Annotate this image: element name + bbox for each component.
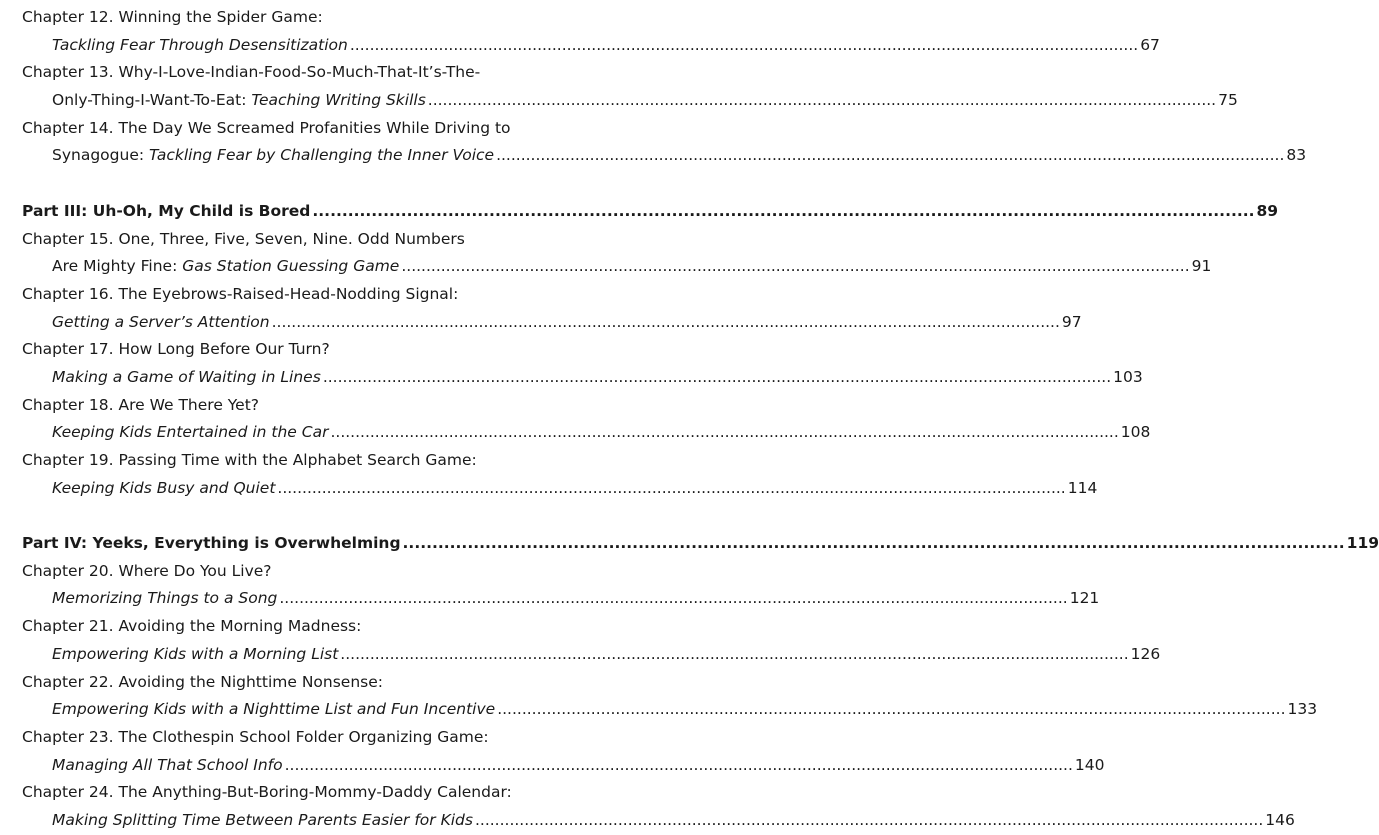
toc-subtitle-line: [22, 475, 1098, 503]
toc-chapter-title: [22, 558, 504, 586]
page-number: 133: [1287, 700, 1318, 719]
toc-chapter-title: [22, 336, 504, 364]
page-number: 103: [1113, 367, 1143, 386]
subtitle-text: [52, 364, 321, 392]
toc-chapter-title: [22, 447, 504, 475]
subtitle-text: [52, 807, 473, 835]
toc-part-heading: [22, 530, 1379, 558]
toc-chapter-title: [22, 392, 504, 420]
toc-subtitle-line: [22, 807, 1295, 835]
toc-chapter-title: [22, 669, 504, 697]
dot-leader: [312, 198, 1254, 226]
subtitle-italic: Empowering Kids with a Morning List: [52, 644, 339, 663]
page-number: 119: [1346, 534, 1379, 553]
toc-chapter-title: [22, 115, 511, 143]
page-number: 114: [1067, 478, 1098, 497]
part-label: Part III: Uh-Oh, My Child is Bored: [22, 201, 311, 220]
dot-leader: [340, 641, 1128, 669]
page-number: 97: [1061, 312, 1082, 331]
subtitle-text: [52, 752, 283, 780]
toc-chapter-title: [22, 779, 512, 807]
subtitle-text: [52, 87, 426, 115]
toc-subtitle-line: [22, 419, 1151, 447]
toc-chapter-title: [22, 4, 504, 32]
chapter-label: Chapter 17. How Long Before Our Turn?: [22, 340, 330, 359]
subtitle-italic: Keeping Kids Entertained in the Car: [52, 423, 329, 442]
toc-subtitle-line: [22, 752, 1105, 780]
toc-subtitle-line: [22, 641, 1161, 669]
subtitle-text: [52, 696, 495, 724]
page-number: 140: [1074, 755, 1105, 774]
toc-chapter-title: [22, 613, 504, 641]
chapter-label: Chapter 18. Are We There Yet?: [22, 395, 260, 414]
dot-leader: [350, 32, 1138, 60]
subtitle-italic: Teaching Writing Skills: [251, 91, 426, 110]
toc-subtitle-line: [22, 32, 1160, 60]
page-number: 126: [1130, 644, 1161, 663]
toc-chapter-title: [22, 59, 504, 87]
subtitle-italic: Managing All That School Info: [52, 755, 283, 774]
toc-subtitle-line: [22, 142, 1307, 170]
dot-leader: [285, 752, 1073, 780]
chapter-label: Chapter 24. The Anything-But-Boring-Mommy-Daddy Calendar:: [22, 783, 512, 802]
chapter-label: Chapter 21. Avoiding the Morning Madness:: [22, 617, 362, 636]
subtitle-text: [52, 419, 328, 447]
subtitle-italic: Gas Station Guessing Game: [182, 257, 400, 276]
subtitle-italic: Making Splitting Time Between Parents Easier for Kids: [52, 810, 473, 829]
dot-leader: [330, 419, 1118, 447]
page-number: 108: [1120, 423, 1151, 442]
chapter-label: Chapter 22. Avoiding the Nighttime Nonsense:: [22, 672, 383, 691]
page-number: 75: [1218, 91, 1238, 110]
section-spacer: [22, 170, 504, 198]
subtitle-italic: Tackling Fear Through Desensitization: [52, 35, 348, 54]
toc-subtitle-line: [22, 87, 1238, 115]
subtitle-text: [52, 585, 277, 613]
toc-chapter-title: [22, 226, 504, 254]
subtitle-italic: Tackling Fear by Challenging the Inner Voice: [149, 146, 495, 165]
toc-subtitle-line: [22, 585, 1100, 613]
chapter-label: Chapter 13. Why-I-Love-Indian-Food-So-Much-That-It’s-The-: [22, 63, 481, 82]
subtitle-text: [52, 475, 275, 503]
chapter-label: Chapter 15. One, Three, Five, Seven, Nine. Odd Numbers: [22, 229, 465, 248]
subtitle-text: [52, 142, 494, 170]
dot-leader: [496, 142, 1284, 170]
page-number: 91: [1191, 257, 1212, 276]
chapter-label: Chapter 20. Where Do You Live?: [22, 561, 272, 580]
page-number: 121: [1069, 589, 1100, 608]
subtitle-text: [52, 253, 399, 281]
dot-leader: [497, 696, 1285, 724]
dot-leader: [428, 87, 1216, 115]
subtitle-text: [52, 309, 270, 337]
toc-subtitle-line: [22, 364, 1143, 392]
dot-leader: [323, 364, 1111, 392]
dot-leader: [277, 475, 1065, 503]
subtitle-lead: Synagogue:: [52, 146, 150, 165]
subtitle-text: [52, 32, 348, 60]
chapter-label: Chapter 12. Winning the Spider Game:: [22, 8, 323, 26]
chapter-label: Chapter 19. Passing Time with the Alphabet Search Game:: [22, 451, 477, 469]
part-label: Part IV: Yeeks, Everything is Overwhelming: [22, 534, 401, 553]
subtitle-italic: Empowering Kids with a Nighttime List and Fun Incentive: [52, 700, 496, 719]
subtitle-italic: Getting a Server’s Attention: [52, 312, 270, 331]
table-of-contents: [22, 4, 1379, 835]
chapter-label: Chapter 23. The Clothespin School Folder Organizing Game:: [22, 727, 489, 746]
subtitle-italic: Making a Game of Waiting in Lines: [52, 367, 321, 386]
subtitle-italic: Keeping Kids Busy and Quiet: [52, 478, 276, 497]
subtitle-italic: Memorizing Things to a Song: [52, 589, 278, 608]
page-number: 83: [1286, 146, 1307, 165]
toc-chapter-title: [22, 281, 504, 309]
dot-leader: [403, 530, 1345, 558]
chapter-label: Chapter 16. The Eyebrows-Raised-Head-Nodding Signal:: [22, 284, 459, 303]
page-number: 67: [1140, 35, 1160, 54]
toc-subtitle-line: [22, 253, 1212, 281]
dot-leader: [401, 253, 1189, 281]
subtitle-lead: Only-Thing-I-Want-To-Eat:: [52, 91, 252, 110]
dot-leader: [475, 807, 1263, 835]
toc-part-heading: [22, 198, 1279, 226]
dot-leader: [279, 585, 1067, 613]
page-number: 89: [1256, 201, 1279, 220]
page-number: 146: [1265, 810, 1295, 829]
toc-chapter-title: [22, 724, 504, 752]
chapter-label: Chapter 14. The Day We Screamed Profanities While Driving to: [22, 118, 511, 137]
toc-subtitle-line: [22, 696, 1318, 724]
subtitle-text: [52, 641, 338, 669]
dot-leader: [272, 309, 1060, 337]
toc-subtitle-line: [22, 309, 1082, 337]
section-spacer: [22, 502, 504, 530]
subtitle-lead: Are Mighty Fine:: [52, 257, 183, 276]
